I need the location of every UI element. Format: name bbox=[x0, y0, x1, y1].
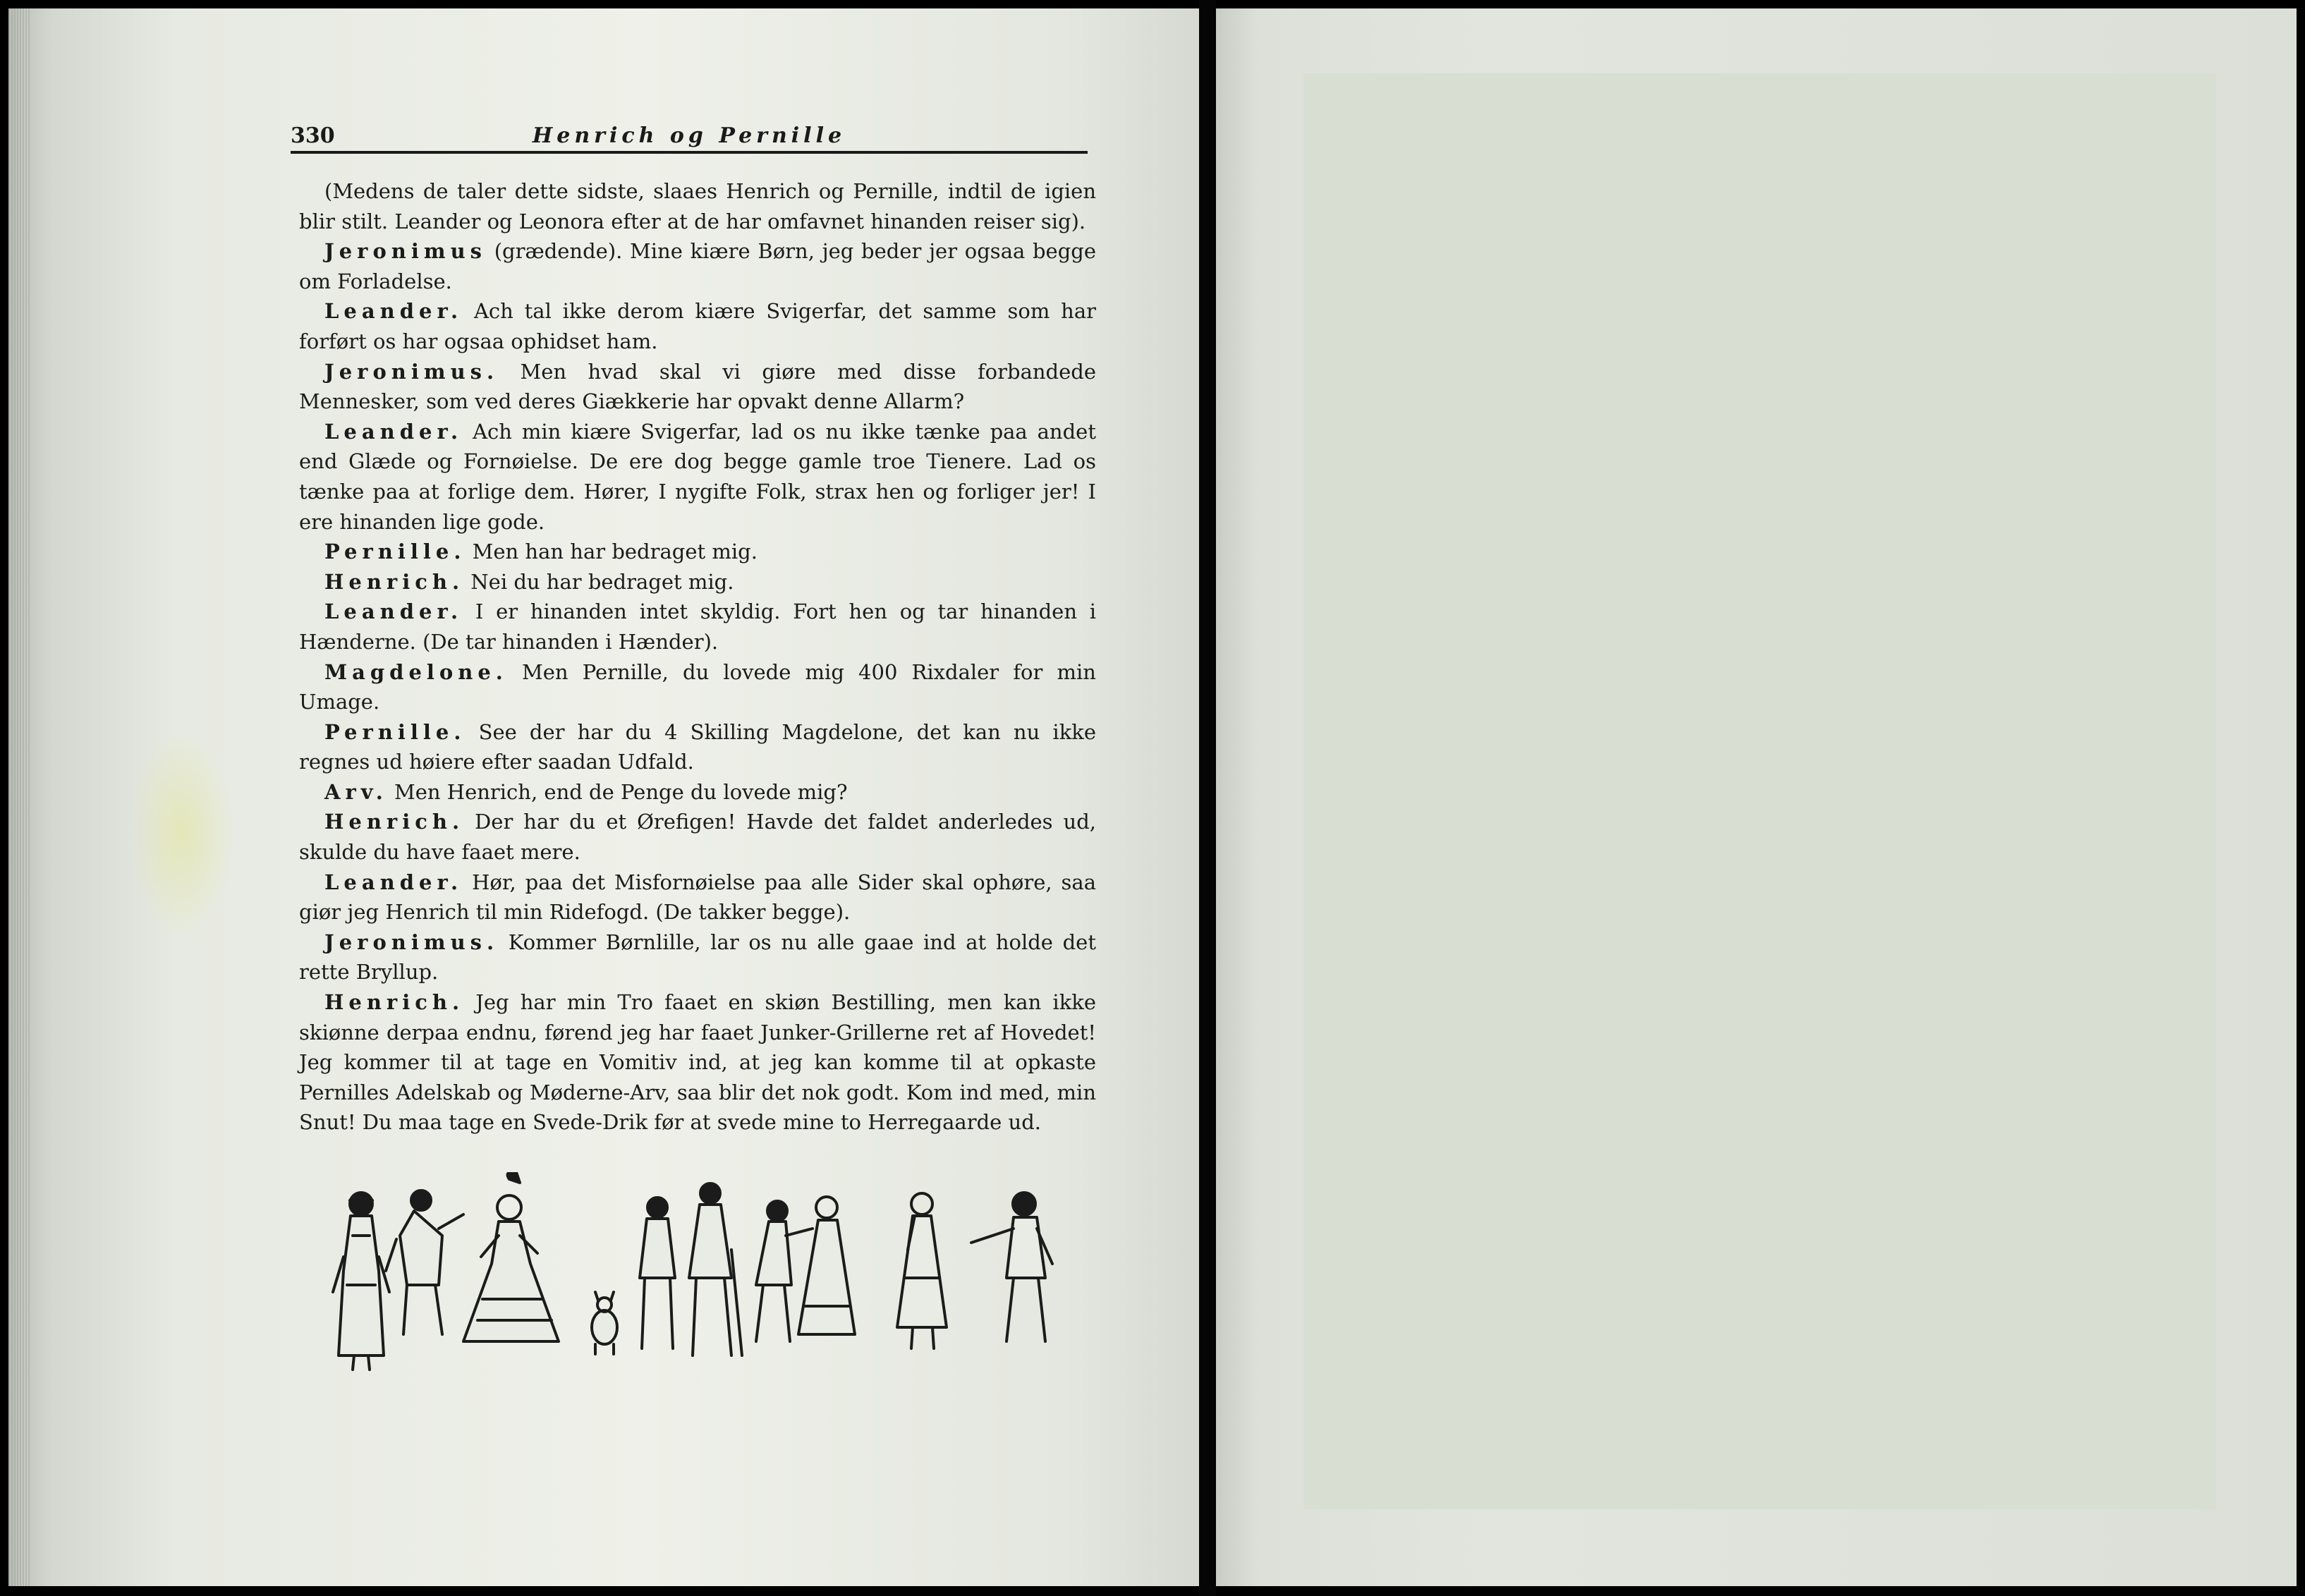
paragraph bbox=[299, 236, 1096, 296]
paragraph bbox=[299, 176, 1096, 236]
speaker-name: Leander. bbox=[324, 870, 463, 894]
speaker-name: Jeronimus. bbox=[324, 359, 499, 384]
paragraph-text: Ach tal ikke derom kiære Svigerfar, det samme som har forført os har ogsaa ophidset ham. bbox=[299, 299, 1096, 353]
paragraph bbox=[299, 867, 1096, 927]
page-header bbox=[291, 114, 1088, 154]
speaker-name: Leander. bbox=[324, 599, 463, 624]
paragraph bbox=[299, 537, 1096, 567]
speaker-name: Henrich. bbox=[324, 990, 465, 1015]
speaker-name: Henrich. bbox=[324, 569, 465, 594]
paragraph-text: (Medens de taler dette sidste, slaaes Henrich og Pernille, indtil de igien blir stilt. Leander og Leonora efter at de har omfavnet hinanden reiser sig). bbox=[299, 179, 1096, 233]
paragraph bbox=[299, 597, 1096, 657]
paragraph-text: Ach min kiære Svigerfar, lad os nu ikke tænke paa andet end Glæde og Fornøielse. De ere dog begge gamle troe Tienere. Lad os tænke paa at forlige dem. Hører, I nygifte Folk, strax hen og forliger jer! I ere hinanden lige gode. bbox=[299, 419, 1096, 534]
paragraph-text: Kommer Børnlille, lar os nu alle gaae ind at holde det rette Bryllup. bbox=[299, 930, 1096, 985]
book-gutter bbox=[1199, 0, 1216, 1596]
paragraph-text: Der har du et Ørefigen! Havde det faldet anderledes ud, skulde du have faaet mere. bbox=[299, 810, 1096, 865]
paragraph bbox=[299, 567, 1096, 597]
paragraph-text: Men Pernille, du lovede mig 400 Rixdaler for min Umage. bbox=[299, 659, 1096, 714]
paragraph bbox=[299, 417, 1096, 537]
speaker-name: Henrich. bbox=[324, 810, 465, 834]
figure-pointing-servant-icon bbox=[971, 1193, 1052, 1341]
figure-pair-gentlemen-icon bbox=[640, 1183, 742, 1356]
scan-glare bbox=[128, 728, 234, 939]
paragraph-text: Hør, paa det Misfornøielse paa alle Sider skal ophøre, saa giør jeg Henrich til min Ridefogd. (De takker begge). bbox=[299, 870, 1096, 925]
speaker-name: Pernille. bbox=[324, 719, 466, 744]
paragraph bbox=[299, 657, 1096, 717]
running-title: Henrich og Pernille bbox=[532, 123, 846, 148]
left-page bbox=[8, 8, 1199, 1586]
blank-page-area bbox=[1303, 73, 2216, 1509]
figure-dancing-couple-icon bbox=[756, 1197, 855, 1341]
paragraph bbox=[299, 777, 1096, 808]
page-number: 330 bbox=[291, 123, 335, 148]
figure-jeronimus-icon bbox=[333, 1193, 389, 1370]
paragraph bbox=[299, 296, 1096, 356]
paragraph-text: I er hinanden intet skyldig. Fort hen og tar hinanden i Hænderne. (De tar hinanden i Hænder). bbox=[299, 599, 1096, 654]
speaker-name: Jeronimus. bbox=[324, 930, 499, 954]
paragraph-text: Nei du har bedraget mig. bbox=[464, 569, 734, 594]
speaker-name: Jeronimus bbox=[324, 239, 487, 264]
paragraph-text: Jeg har min Tro faaet en skiøn Bestilling, men kan ikke skiønne derpaa endnu, førend jeg har faaet Junker-Grillerne ret af Hovedet! Jeg kommer til at tage en Vomitiv ind, at jeg kan komme til at opkaste Pernilles Adelskab og Møderne-Arv, saa blir det nok godt. Kom ind med, min Snut! Du maa tage en Svede-Drik før at svede mine to Herregaarde ud. bbox=[299, 990, 1096, 1135]
paragraph bbox=[299, 927, 1096, 987]
paragraph bbox=[299, 807, 1096, 867]
paragraph-text: See der har du 4 Skilling Magdelone, det kan nu ikke regnes ud høiere efter saadan Udfald. bbox=[299, 719, 1096, 774]
paragraph bbox=[299, 987, 1096, 1138]
figure-lady-in-gown-icon bbox=[463, 1172, 559, 1341]
small-dog-icon bbox=[592, 1292, 617, 1354]
paragraph bbox=[299, 357, 1096, 417]
speaker-name: Leander. bbox=[324, 419, 463, 444]
speaker-name: Magdelone. bbox=[324, 659, 508, 684]
play-text bbox=[299, 176, 1096, 1138]
paragraph-text: Men hvad skal vi giøre med disse forbandede Mennesker, som ved deres Giækkerie har opvakt denne Allarm? bbox=[299, 359, 1096, 414]
paragraph bbox=[299, 717, 1096, 777]
paragraph-text: Men Henrich, end de Penge du lovede mig? bbox=[387, 779, 848, 804]
paragraph-text: (grædende). Mine kiære Børn, jeg beder jer ogsaa begge om Forladelse. bbox=[299, 239, 1096, 293]
speaker-name: Leander. bbox=[324, 299, 463, 324]
costumed-figures-illustration-icon bbox=[319, 1172, 1095, 1377]
speaker-name: Arv. bbox=[324, 779, 388, 804]
paragraph-text: Men han har bedraget mig. bbox=[466, 540, 758, 564]
figure-bowing-man-icon bbox=[386, 1190, 463, 1334]
figure-maid-icon bbox=[897, 1193, 947, 1348]
right-page bbox=[1216, 8, 2297, 1586]
speaker-name: Pernille. bbox=[324, 540, 466, 564]
